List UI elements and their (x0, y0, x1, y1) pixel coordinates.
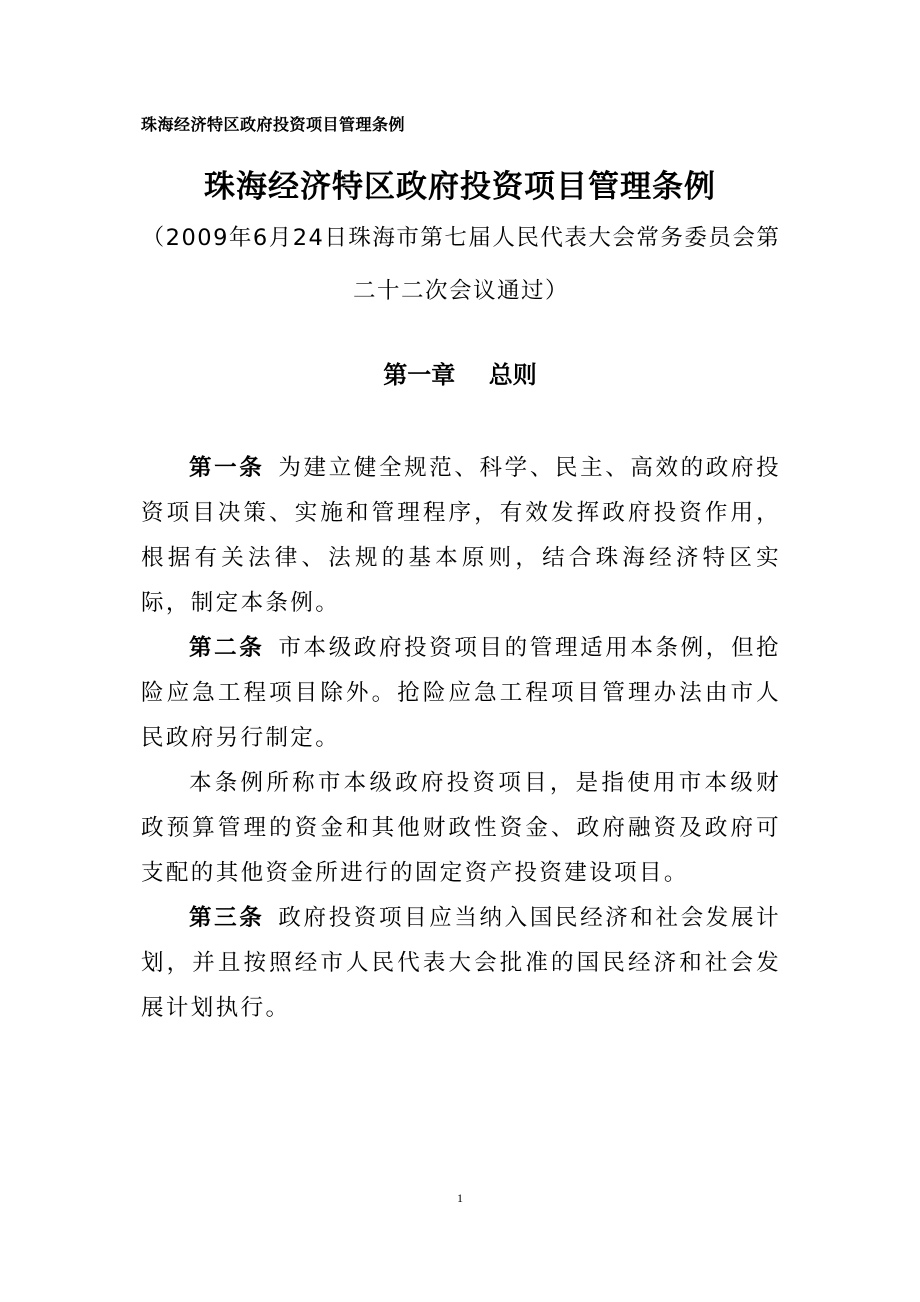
article-label: 第一条 (189, 455, 265, 481)
adoption-note: （2009年6月24日珠海市第七届人民代表大会常务委员会第二十二次会议通过） (141, 225, 781, 304)
article-paragraph (141, 761, 781, 896)
page-number: 1 (457, 1191, 463, 1205)
document-title: 珠海经济特区政府投资项目管理条例 (204, 169, 716, 205)
chapter-label: 第一章 (383, 361, 456, 389)
article-text: 本条例所称市本级政府投资项目，是指使用市本级财政预算管理的资金和其他财政性资金、政府融资及政府可支配的其他资金所进行的固定资产投资建设项目。 (141, 770, 781, 886)
chapter-heading (0, 355, 920, 390)
document-body (141, 446, 781, 1031)
article-label: 第二条 (189, 635, 265, 661)
article-text: 政府投资项目应当纳入国民经济和社会发展计划，并且按照经市人民代表大会批准的国民经济和社会发展计划执行。 (141, 905, 781, 1021)
article-paragraph (141, 626, 781, 761)
running-header: 珠海经济特区政府投资项目管理条例 (141, 115, 406, 134)
article-text: 为建立健全规范、科学、民主、高效的政府投资项目决策、实施和管理程序，有效发挥政府投资作用，根据有关法律、法规的基本原则，结合珠海经济特区实际，制定本条例。 (141, 455, 781, 616)
article-label: 第三条 (189, 905, 265, 931)
article-paragraph (141, 446, 781, 626)
article-text: 市本级政府投资项目的管理适用本条例，但抢险应急工程项目除外。抢险应急工程项目管理办法由市人民政府另行制定。 (141, 635, 781, 751)
article-paragraph (141, 896, 781, 1031)
chapter-name: 总则 (488, 361, 537, 389)
